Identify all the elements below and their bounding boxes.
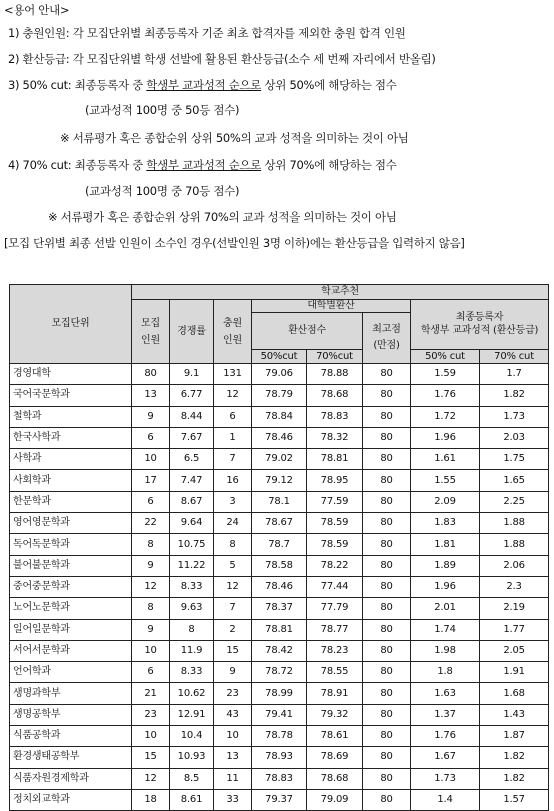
grade-50-cell: 1.76 bbox=[411, 726, 480, 747]
max-score-cell: 80 bbox=[363, 704, 411, 725]
recruit-cell: 21 bbox=[132, 683, 170, 704]
score-50-cell: 79.41 bbox=[252, 704, 307, 725]
max-score-cell: 80 bbox=[363, 662, 411, 683]
competition-cell: 8.33 bbox=[170, 576, 214, 597]
table-row bbox=[10, 789, 549, 810]
recruit-cell: 10 bbox=[132, 449, 170, 470]
header-max-score: 최고점 (만점) bbox=[363, 313, 411, 364]
grade-70-cell: 1.88 bbox=[480, 534, 549, 555]
fill-cell: 3 bbox=[214, 491, 252, 512]
fill-cell: 12 bbox=[214, 385, 252, 406]
grade-70-cell: 2.3 bbox=[480, 576, 549, 597]
competition-cell: 8.33 bbox=[170, 662, 214, 683]
max-score-cell: 80 bbox=[363, 470, 411, 491]
score-50-cell: 78.93 bbox=[252, 747, 307, 768]
note-3-prefix: 3) 50% cut: 최종등록자 중 bbox=[8, 78, 147, 92]
score-50-cell: 78.79 bbox=[252, 385, 307, 406]
header-recruit: 모집 인원 bbox=[132, 300, 170, 364]
competition-cell: 10.93 bbox=[170, 747, 214, 768]
grade-50-cell: 1.96 bbox=[411, 427, 480, 448]
grade-50-cell: 1.37 bbox=[411, 704, 480, 725]
competition-cell: 8.44 bbox=[170, 406, 214, 427]
table-row bbox=[10, 534, 549, 555]
score-70-cell: 78.22 bbox=[307, 555, 363, 576]
score-50-cell: 78.81 bbox=[252, 619, 307, 640]
fill-cell: 16 bbox=[214, 470, 252, 491]
competition-cell: 7.47 bbox=[170, 470, 214, 491]
note-4-sub: (교과성적 100명 중 70등 점수) bbox=[85, 184, 240, 198]
score-50-cell: 78.84 bbox=[252, 406, 307, 427]
recruit-cell: 8 bbox=[132, 598, 170, 619]
unit-cell: 식품자원경제학과 bbox=[10, 768, 132, 789]
note-3-sub: (교과성적 100명 중 50등 점수) bbox=[85, 103, 240, 117]
unit-cell: 사학과 bbox=[10, 449, 132, 470]
grade-70-cell: 1.57 bbox=[480, 789, 549, 810]
score-70-cell: 78.55 bbox=[307, 662, 363, 683]
note-4-caution: ※ 서류평가 혹은 종합순위 상위 70%의 교과 성적을 의미하는 것이 아님 bbox=[48, 210, 397, 224]
table-row bbox=[10, 662, 549, 683]
score-70-cell: 78.61 bbox=[307, 726, 363, 747]
unit-cell: 경영대학 bbox=[10, 364, 132, 385]
max-score-cell: 80 bbox=[363, 406, 411, 427]
header-conv-score: 환산점수 bbox=[252, 313, 363, 350]
score-70-cell: 78.77 bbox=[307, 619, 363, 640]
note-3-suffix: 상위 50%에 해당하는 점수 bbox=[261, 78, 397, 92]
unit-cell: 사회학과 bbox=[10, 470, 132, 491]
grade-70-cell: 1.82 bbox=[480, 768, 549, 789]
header-competition: 경쟁률 bbox=[170, 300, 214, 364]
recruit-cell: 10 bbox=[132, 640, 170, 661]
score-70-cell: 77.59 bbox=[307, 491, 363, 512]
max-score-cell: 80 bbox=[363, 385, 411, 406]
fill-cell: 7 bbox=[214, 598, 252, 619]
grade-50-cell: 1.67 bbox=[411, 747, 480, 768]
score-70-cell: 78.81 bbox=[307, 449, 363, 470]
grade-70-cell: 1.77 bbox=[480, 619, 549, 640]
fill-cell: 5 bbox=[214, 555, 252, 576]
score-70-cell: 78.59 bbox=[307, 534, 363, 555]
fill-cell: 2 bbox=[214, 619, 252, 640]
note-4-suffix: 상위 70%에 해당하는 점수 bbox=[261, 158, 397, 172]
unit-cell: 노어노문학과 bbox=[10, 598, 132, 619]
competition-cell: 7.67 bbox=[170, 427, 214, 448]
header-score-50cut: 50%cut bbox=[252, 350, 307, 364]
recruit-cell: 12 bbox=[132, 768, 170, 789]
grade-50-cell: 1.55 bbox=[411, 470, 480, 491]
table-row bbox=[10, 364, 549, 385]
score-50-cell: 78.67 bbox=[252, 513, 307, 534]
score-70-cell: 78.59 bbox=[307, 513, 363, 534]
recruit-cell: 18 bbox=[132, 789, 170, 810]
max-score-cell: 80 bbox=[363, 576, 411, 597]
fill-cell: 9 bbox=[214, 662, 252, 683]
unit-cell: 환경생태공학부 bbox=[10, 747, 132, 768]
note-4-prefix: 4) 70% cut: 최종등록자 중 bbox=[8, 158, 147, 172]
fill-cell: 23 bbox=[214, 683, 252, 704]
score-50-cell: 78.72 bbox=[252, 662, 307, 683]
unit-cell: 철학과 bbox=[10, 406, 132, 427]
grade-70-cell: 1.7 bbox=[480, 364, 549, 385]
recruit-cell: 22 bbox=[132, 513, 170, 534]
header-univ-conversion: 대학별환산 bbox=[252, 300, 411, 313]
max-score-cell: 80 bbox=[363, 555, 411, 576]
unit-cell: 일어일문학과 bbox=[10, 619, 132, 640]
table-row bbox=[10, 555, 549, 576]
grade-50-cell: 1.76 bbox=[411, 385, 480, 406]
fill-cell: 43 bbox=[214, 704, 252, 725]
grade-70-cell: 1.73 bbox=[480, 406, 549, 427]
table-row bbox=[10, 470, 549, 491]
table-row bbox=[10, 406, 549, 427]
recruit-cell: 23 bbox=[132, 704, 170, 725]
fill-cell: 8 bbox=[214, 534, 252, 555]
table-row bbox=[10, 640, 549, 661]
competition-cell: 11.9 bbox=[170, 640, 214, 661]
grade-70-cell: 2.19 bbox=[480, 598, 549, 619]
table-row bbox=[10, 747, 549, 768]
unit-cell: 언어학과 bbox=[10, 662, 132, 683]
competition-cell: 10.4 bbox=[170, 726, 214, 747]
score-70-cell: 78.95 bbox=[307, 470, 363, 491]
max-score-cell: 80 bbox=[363, 513, 411, 534]
score-50-cell: 78.46 bbox=[252, 427, 307, 448]
score-50-cell: 78.58 bbox=[252, 555, 307, 576]
note-3-caution: ※ 서류평가 혹은 종합순위 상위 50%의 교과 성적을 의미하는 것이 아님 bbox=[60, 131, 409, 145]
unit-cell: 불어불문학과 bbox=[10, 555, 132, 576]
header-unit: 모집단위 bbox=[10, 285, 132, 364]
recruit-cell: 6 bbox=[132, 662, 170, 683]
grade-70-cell: 1.88 bbox=[480, 513, 549, 534]
header-fill: 충원 인원 bbox=[214, 300, 252, 364]
grade-70-cell: 2.25 bbox=[480, 491, 549, 512]
grade-50-cell: 1.4 bbox=[411, 789, 480, 810]
grade-50-cell: 1.83 bbox=[411, 513, 480, 534]
grade-50-cell: 1.8 bbox=[411, 662, 480, 683]
score-70-cell: 78.69 bbox=[307, 747, 363, 768]
max-score-cell: 80 bbox=[363, 640, 411, 661]
score-50-cell: 78.99 bbox=[252, 683, 307, 704]
score-50-cell: 79.12 bbox=[252, 470, 307, 491]
recruit-cell: 8 bbox=[132, 534, 170, 555]
fill-cell: 11 bbox=[214, 768, 252, 789]
header-grade-70cut: 70% cut bbox=[480, 350, 549, 364]
grade-50-cell: 1.61 bbox=[411, 449, 480, 470]
table-row bbox=[10, 427, 549, 448]
unit-cell: 한문학과 bbox=[10, 491, 132, 512]
competition-cell: 8.67 bbox=[170, 491, 214, 512]
unit-cell: 국어국문학과 bbox=[10, 385, 132, 406]
grade-50-cell: 2.01 bbox=[411, 598, 480, 619]
header-score-70cut: 70%cut bbox=[307, 350, 363, 364]
score-50-cell: 79.02 bbox=[252, 449, 307, 470]
table-row bbox=[10, 513, 549, 534]
score-70-cell: 79.32 bbox=[307, 704, 363, 725]
grade-70-cell: 1.43 bbox=[480, 704, 549, 725]
max-score-cell: 80 bbox=[363, 789, 411, 810]
unit-cell: 영어영문학과 bbox=[10, 513, 132, 534]
score-50-cell: 78.7 bbox=[252, 534, 307, 555]
grade-70-cell: 1.91 bbox=[480, 662, 549, 683]
grade-70-cell: 1.68 bbox=[480, 683, 549, 704]
max-score-cell: 80 bbox=[363, 619, 411, 640]
recruit-cell: 6 bbox=[132, 427, 170, 448]
score-70-cell: 77.44 bbox=[307, 576, 363, 597]
note-2: 2) 환산등급: 각 모집단위별 학생 선발에 활용된 환산등급(소수 세 번째 자리에서 반올림) bbox=[8, 52, 436, 66]
fill-cell: 6 bbox=[214, 406, 252, 427]
max-score-cell: 80 bbox=[363, 747, 411, 768]
recruit-cell: 9 bbox=[132, 406, 170, 427]
score-50-cell: 78.42 bbox=[252, 640, 307, 661]
grade-70-cell: 2.03 bbox=[480, 427, 549, 448]
max-score-cell: 80 bbox=[363, 449, 411, 470]
table-row bbox=[10, 598, 549, 619]
fill-cell: 12 bbox=[214, 576, 252, 597]
grade-50-cell: 1.59 bbox=[411, 364, 480, 385]
table-row bbox=[10, 576, 549, 597]
competition-cell: 6.5 bbox=[170, 449, 214, 470]
score-70-cell: 78.68 bbox=[307, 385, 363, 406]
table-row bbox=[10, 449, 549, 470]
competition-cell: 8.61 bbox=[170, 789, 214, 810]
recruit-cell: 6 bbox=[132, 491, 170, 512]
unit-cell: 생명과학부 bbox=[10, 683, 132, 704]
unit-cell: 생명공학부 bbox=[10, 704, 132, 725]
score-70-cell: 78.83 bbox=[307, 406, 363, 427]
score-70-cell: 78.91 bbox=[307, 683, 363, 704]
max-score-cell: 80 bbox=[363, 683, 411, 704]
score-70-cell: 78.88 bbox=[307, 364, 363, 385]
competition-cell: 9.63 bbox=[170, 598, 214, 619]
table-row bbox=[10, 491, 549, 512]
table-row bbox=[10, 704, 549, 725]
grade-70-cell: 1.75 bbox=[480, 449, 549, 470]
recruit-cell: 80 bbox=[132, 364, 170, 385]
competition-cell: 9.1 bbox=[170, 364, 214, 385]
fill-cell: 13 bbox=[214, 747, 252, 768]
fill-cell: 33 bbox=[214, 789, 252, 810]
unit-cell: 식품공학과 bbox=[10, 726, 132, 747]
score-50-cell: 78.37 bbox=[252, 598, 307, 619]
competition-cell: 9.64 bbox=[170, 513, 214, 534]
score-50-cell: 78.83 bbox=[252, 768, 307, 789]
competition-cell: 10.62 bbox=[170, 683, 214, 704]
recruit-cell: 9 bbox=[132, 619, 170, 640]
table-row bbox=[10, 619, 549, 640]
note-1: 1) 충원인원: 각 모집단위별 최종등록자 기준 최초 합격자를 제외한 충원 합격 인원 bbox=[8, 26, 406, 40]
max-score-cell: 80 bbox=[363, 427, 411, 448]
score-70-cell: 79.09 bbox=[307, 789, 363, 810]
score-70-cell: 78.68 bbox=[307, 768, 363, 789]
max-score-cell: 80 bbox=[363, 534, 411, 555]
score-50-cell: 79.06 bbox=[252, 364, 307, 385]
grade-70-cell: 2.05 bbox=[480, 640, 549, 661]
unit-cell: 중어중문학과 bbox=[10, 576, 132, 597]
header-final-registrants bbox=[411, 300, 549, 350]
fill-cell: 131 bbox=[214, 364, 252, 385]
max-score-cell: 80 bbox=[363, 364, 411, 385]
header-final-sub: 학생부 교과성적 (환산등급) bbox=[420, 325, 539, 336]
score-70-cell: 77.79 bbox=[307, 598, 363, 619]
grade-50-cell: 1.72 bbox=[411, 406, 480, 427]
grade-50-cell: 1.89 bbox=[411, 555, 480, 576]
table-row bbox=[10, 683, 549, 704]
max-score-cell: 80 bbox=[363, 726, 411, 747]
score-70-cell: 78.32 bbox=[307, 427, 363, 448]
recruit-cell: 13 bbox=[132, 385, 170, 406]
score-50-cell: 78.1 bbox=[252, 491, 307, 512]
grade-70-cell: 1.82 bbox=[480, 385, 549, 406]
score-50-cell: 78.46 bbox=[252, 576, 307, 597]
header-school-recommendation: 학교추천 bbox=[132, 285, 549, 300]
header-final-top: 최종등록자 bbox=[455, 312, 504, 323]
bracket-note: [모집 단위별 최종 선발 인원이 소수인 경우(선발인원 3명 이하)에는 환산등급을 입력하지 않음] bbox=[4, 236, 465, 250]
competition-cell: 12.91 bbox=[170, 704, 214, 725]
fill-cell: 1 bbox=[214, 427, 252, 448]
table-row bbox=[10, 385, 549, 406]
unit-cell: 정치외교학과 bbox=[10, 789, 132, 810]
grade-50-cell: 1.81 bbox=[411, 534, 480, 555]
grade-70-cell: 1.87 bbox=[480, 726, 549, 747]
grade-50-cell: 1.96 bbox=[411, 576, 480, 597]
grade-50-cell: 1.74 bbox=[411, 619, 480, 640]
fill-cell: 7 bbox=[214, 449, 252, 470]
unit-cell: 서어서문학과 bbox=[10, 640, 132, 661]
competition-cell: 11.22 bbox=[170, 555, 214, 576]
grade-70-cell: 1.65 bbox=[480, 470, 549, 491]
fill-cell: 10 bbox=[214, 726, 252, 747]
fill-cell: 24 bbox=[214, 513, 252, 534]
grade-50-cell: 1.63 bbox=[411, 683, 480, 704]
score-50-cell: 78.78 bbox=[252, 726, 307, 747]
grade-50-cell: 1.98 bbox=[411, 640, 480, 661]
score-50-cell: 79.37 bbox=[252, 789, 307, 810]
note-3 bbox=[8, 77, 396, 93]
grade-50-cell: 1.73 bbox=[411, 768, 480, 789]
score-70-cell: 78.23 bbox=[307, 640, 363, 661]
admission-results-table bbox=[9, 284, 549, 811]
fill-cell: 15 bbox=[214, 640, 252, 661]
header-grade-50cut: 50% cut bbox=[411, 350, 480, 364]
unit-cell: 한국사학과 bbox=[10, 427, 132, 448]
recruit-cell: 9 bbox=[132, 555, 170, 576]
grade-70-cell: 2.06 bbox=[480, 555, 549, 576]
recruit-cell: 10 bbox=[132, 726, 170, 747]
max-score-cell: 80 bbox=[363, 491, 411, 512]
note-4-underlined: 학생부 교과성적 순으로 bbox=[146, 158, 262, 172]
competition-cell: 8.5 bbox=[170, 768, 214, 789]
max-score-cell: 80 bbox=[363, 768, 411, 789]
unit-cell: 독어독문학과 bbox=[10, 534, 132, 555]
competition-cell: 10.75 bbox=[170, 534, 214, 555]
recruit-cell: 15 bbox=[132, 747, 170, 768]
recruit-cell: 17 bbox=[132, 470, 170, 491]
competition-cell: 6.77 bbox=[170, 385, 214, 406]
recruit-cell: 12 bbox=[132, 576, 170, 597]
max-score-cell: 80 bbox=[363, 598, 411, 619]
notes-heading: <용어 안내> bbox=[4, 3, 70, 17]
grade-70-cell: 1.82 bbox=[480, 747, 549, 768]
note-3-underlined: 학생부 교과성적 순으로 bbox=[146, 78, 262, 92]
grade-50-cell: 2.09 bbox=[411, 491, 480, 512]
table-row bbox=[10, 768, 549, 789]
note-4 bbox=[8, 157, 396, 173]
competition-cell: 8 bbox=[170, 619, 214, 640]
